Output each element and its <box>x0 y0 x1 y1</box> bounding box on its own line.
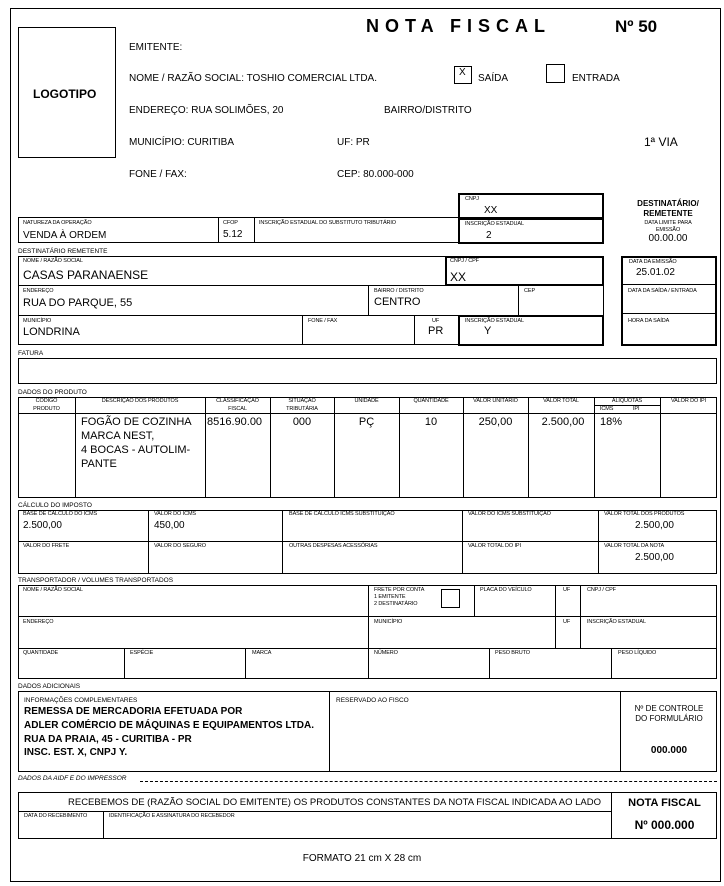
transp-cnpj-label: CNPJ / CPF <box>587 587 616 593</box>
emitente-cep: CEP: 80.000-000 <box>337 169 414 180</box>
h-valor-unitario: VALOR UNITÁRIO <box>473 398 518 404</box>
produto-class: 8516.90.00 <box>207 416 263 428</box>
marca-label: MARCA <box>252 650 272 656</box>
especie-label: ESPÉCIE <box>130 650 154 656</box>
placa-label: PLACA DO VEÍCULO <box>480 587 532 593</box>
data-limite-value: 00.00.00 <box>648 233 688 244</box>
transp-col-marca <box>245 648 246 679</box>
emitente-cnpj-box <box>458 193 604 219</box>
emitente-endereco: ENDEREÇO: RUA SOLIMÕES, 20 <box>129 105 284 116</box>
dest-fone-label: FONE / FAX <box>308 318 338 324</box>
produto-descricao-2: MARCA NEST, <box>81 430 155 442</box>
dest-bairro: CENTRO <box>374 296 421 308</box>
h-valor-ipi: VALOR DO IPI <box>670 398 707 404</box>
transp-end-label: ENDEREÇO <box>23 619 54 625</box>
produto-descricao-1: FOGÃO DE COZINHA <box>81 416 192 428</box>
destinatario-section: DESTINATÁRIO REMETENTE <box>18 248 108 255</box>
canhoto-text: RECEBEMOS DE (RAZÃO SOCIAL DO EMITENTE) OS PRODUTOS CONSTANTES DA NOTA FISCAL INDICADA AO LADO <box>68 797 601 808</box>
dest-ie-label: INSCRIÇÃO ESTADUAL <box>465 318 524 324</box>
dest-cep-label: CEP <box>524 288 536 294</box>
transp-col-placa <box>474 585 475 616</box>
via-label: 1ª VIA <box>644 135 678 149</box>
h-codigo2: PRODUTO <box>33 406 60 412</box>
cfop-label: CFOP <box>223 220 238 226</box>
emitente-ie: 2 <box>486 230 492 241</box>
valor-total-nota: 2.500,00 <box>635 552 674 563</box>
col-aliq <box>594 397 595 498</box>
emitente-municipio: MUNICÍPIO: CURITIBA <box>129 137 235 148</box>
col-vipi <box>660 397 661 498</box>
adicionais-section: DADOS ADICIONAIS <box>18 683 81 690</box>
transp-nome-label: NOME / RAZÃO SOCIAL <box>23 587 83 593</box>
dest-uf: PR <box>428 325 444 337</box>
cfop-divider <box>254 217 255 243</box>
dest-bairro-divider <box>368 285 369 315</box>
h-ipi: IPI <box>633 406 640 412</box>
produtos-section: DADOS DO PRODUTO <box>18 389 87 396</box>
transp-mun-label: MUNICÍPIO <box>374 619 403 625</box>
valor-icms-label: VALOR DO ICMS <box>154 511 196 517</box>
transp-col-cnpj <box>580 585 581 648</box>
natureza-divider <box>218 217 219 243</box>
h-icms: ICMS <box>600 406 614 412</box>
valor-total-ipi-label: VALOR TOTAL DO IPI <box>468 543 521 549</box>
dest-endereco-label: ENDEREÇO <box>23 288 54 294</box>
produto-valor-unitario: 250,00 <box>478 416 513 428</box>
h-aliquotas: ALÍQUOTAS <box>611 398 643 404</box>
col-qtd <box>399 397 400 498</box>
dest-side-row1 <box>622 284 716 285</box>
form-title: NOTA FISCAL <box>366 16 551 36</box>
h-sit: SITUAÇÃO <box>288 398 316 404</box>
valor-total-produtos-label: VALOR TOTAL DOS PRODUTOS <box>604 511 685 517</box>
frete-op2: 2 DESTINATÁRIO <box>374 601 418 607</box>
dest-uf-divider <box>414 315 415 345</box>
produto-descricao-4: PANTE <box>81 458 117 470</box>
dest-side-title2: REMETENTE <box>643 209 693 218</box>
emitente-bairro: BAIRRO/DISTRITO <box>384 105 472 116</box>
emitente-uf: UF: PR <box>337 137 370 148</box>
transp-uf-label: UF <box>563 587 571 593</box>
dest-side-row2 <box>622 313 716 314</box>
produto-descricao-3: 4 BOCAS - AUTOLIM- <box>81 444 191 456</box>
formato-label: FORMATO 21 cm X 28 cm <box>302 853 422 864</box>
col-sit <box>270 397 271 498</box>
bc-icms-label: BASE DE CÁLCULO DO ICMS <box>23 511 98 517</box>
dest-ie: Y <box>484 325 492 337</box>
saida-label: SAÍDA <box>478 73 509 84</box>
dest-cnpj: XX <box>450 270 467 284</box>
transp-col-pl <box>611 648 612 679</box>
frete-label: FRETE POR CONTA <box>374 587 425 593</box>
peso-bruto-label: PESO BRUTO <box>495 650 530 656</box>
h-valor-total: VALOR TOTAL <box>543 398 579 404</box>
dest-uf-label: UF <box>432 318 440 324</box>
imposto-row <box>18 541 717 542</box>
impressor-label: DADOS DA AIDF E DO IMPRESSOR <box>18 775 127 782</box>
dest-cnpj-label: CNPJ / CPF <box>450 258 479 264</box>
canhoto-col-ident <box>103 811 104 839</box>
qtd-vol-label: QUANTIDADE <box>23 650 59 656</box>
imposto-col4 <box>598 510 599 574</box>
valor-icms-subst-label: VALOR DO ICMS SUBSTITUIÇÃO <box>468 511 551 517</box>
transp-uf2-label: UF <box>563 619 571 625</box>
col-class <box>205 397 206 498</box>
imposto-col3 <box>462 510 463 574</box>
fatura-box <box>18 358 717 384</box>
frete-op1: 1 EMITENTE <box>374 594 406 600</box>
transporte-section: TRANSPORTADOR / VOLUMES TRANSPORTADOS <box>18 577 174 584</box>
canhoto-nf-number: Nº 000.000 <box>634 818 695 832</box>
data-recebimento-label: DATA DO RECEBIMENTO <box>24 813 88 819</box>
h-sit2: TRIBUTÁRIA <box>286 406 318 412</box>
imposto-section: CÁLCULO DO IMPOSTO <box>18 502 92 509</box>
peso-liquido-label: PESO LÍQUIDO <box>618 650 657 656</box>
h-class2: FISCAL <box>228 406 247 412</box>
entrada-label: ENTRADA <box>572 73 620 84</box>
dest-fone-divider <box>302 315 303 345</box>
transp-col-num <box>368 648 369 679</box>
cfop-value: 5.12 <box>223 229 243 240</box>
dest-endereco: RUA DO PARQUE, 55 <box>23 297 133 309</box>
dest-side-title: DESTINATÁRIO/ <box>637 199 699 208</box>
controle-label2: DO FORMULÁRIO <box>635 714 703 723</box>
imposto-col2 <box>282 510 283 574</box>
dest-nome-label: NOME / RAZÃO SOCIAL <box>23 258 83 264</box>
bc-icms: 2.500,00 <box>23 520 62 531</box>
transp-col-esp <box>124 648 125 679</box>
h-class: CLASSIFICAÇÃO <box>216 398 259 404</box>
bc-icms-subst-label: BASE DE CÁLCULO ICMS SUBSTITUIÇÃO <box>289 511 395 517</box>
produto-unidade: PÇ <box>358 416 375 428</box>
entrada-checkbox[interactable] <box>546 64 565 83</box>
ie-substituto-label: INSCRIÇÃO ESTADUAL DO SUBSTITUTO TRIBUTÁRIO <box>259 220 396 226</box>
h-descricao: DESCRIÇÃO DOS PRODUTOS <box>101 398 179 404</box>
info-complementares-label: INFORMAÇÕES COMPLEMENTARES <box>24 697 138 704</box>
produto-valor-total: 2.500,00 <box>541 416 585 428</box>
natureza-value: VENDA À ORDEM <box>23 230 107 241</box>
transp-col-frete <box>368 585 369 648</box>
transp-col-uf <box>555 585 556 648</box>
info-line-3: RUA DA PRAIA, 45 - CURITIBA - PR <box>24 734 192 745</box>
emitente-ie-label: INSCRIÇÃO ESTADUAL <box>465 221 524 227</box>
numero-label: NÚMERO <box>374 650 398 656</box>
h-codigo: CÓDIGO <box>35 398 58 404</box>
info-line-4: INSC. EST. X, CNPJ Y. <box>24 747 128 758</box>
col-vt <box>528 397 529 498</box>
produto-icms: 18% <box>600 416 623 428</box>
dest-bairro-label: BAIRRO / DISTRITO <box>374 288 424 294</box>
controle-value: 000.000 <box>650 745 688 756</box>
produto-quantidade: 10 <box>424 416 438 428</box>
hora-saida-label: HORA DA SAÍDA <box>628 318 670 324</box>
logo-placeholder: LOGOTIPO <box>33 87 97 101</box>
data-emissao-label: DATA DA EMISSÃO <box>629 259 677 265</box>
emitente-label: EMITENTE: <box>129 42 183 53</box>
col-desc <box>75 397 76 498</box>
data-emissao-value: 25.01.02 <box>636 267 675 278</box>
emitente-fone: FONE / FAX: <box>129 169 187 180</box>
h-quantidade: QUANTIDADE <box>413 398 449 404</box>
saida-mark: X <box>459 67 466 78</box>
emitente-cnpj: XX <box>484 205 498 216</box>
valor-icms: 450,00 <box>154 520 185 531</box>
valor-seguro-label: VALOR DO SEGURO <box>154 543 206 549</box>
fatura-section: FATURA <box>18 350 44 357</box>
produto-sit: 000 <box>292 416 312 428</box>
dest-cep-divider <box>518 285 519 315</box>
emitente-cnpj-label: CNPJ <box>465 196 479 202</box>
canhoto-nf-title: NOTA FISCAL <box>628 797 701 809</box>
controle-label: Nº DE CONTROLE <box>634 704 704 713</box>
info-line-2: ADLER COMÉRCIO DE MÁQUINAS E EQUIPAMENTOS LTDA. <box>24 720 315 731</box>
col-vu <box>463 397 464 498</box>
natureza-label: NATUREZA DA OPERAÇÃO <box>23 220 92 226</box>
cut-line <box>140 781 717 782</box>
valor-total-nota-label: VALOR TOTAL DA NOTA <box>604 543 665 549</box>
dest-nome: CASAS PARANAENSE <box>23 268 149 282</box>
h-unidade: UNIDADE <box>354 398 379 404</box>
transp-ie-label: INSCRIÇÃO ESTADUAL <box>587 619 646 625</box>
data-limite-label: DATA LIMITE PARA <box>644 220 692 226</box>
produtos-header-line <box>18 413 717 414</box>
imposto-col1 <box>148 510 149 574</box>
form-number: Nº 50 <box>615 17 658 36</box>
valor-frete-label: VALOR DO FRETE <box>23 543 70 549</box>
frete-checkbox[interactable] <box>441 589 460 608</box>
outras-despesas-label: OUTRAS DESPESAS ACESSÓRIAS <box>289 543 378 549</box>
col-un <box>334 397 335 498</box>
data-saida-label: DATA DA SAÍDA / ENTRADA <box>628 288 697 294</box>
transp-col-pb <box>489 648 490 679</box>
emitente-nome: NOME / RAZÃO SOCIAL: TOSHIO COMERCIAL LTDA. <box>129 73 378 84</box>
info-line-1: REMESSA DE MERCADORIA EFETUADA POR <box>24 706 243 717</box>
adicionais-col1 <box>329 691 330 772</box>
valor-total-produtos: 2.500,00 <box>635 520 674 531</box>
identificacao-label: IDENTIFICAÇÃO E ASSINATURA DO RECEBEDOR <box>109 813 235 819</box>
data-limite-label2: EMISSÃO <box>655 227 681 233</box>
imposto-box <box>18 510 717 574</box>
dest-municipio-label: MUNICÍPIO <box>23 318 52 324</box>
dest-municipio: LONDRINA <box>23 326 80 338</box>
reservado-fisco-label: RESERVADO AO FISCO <box>336 697 409 704</box>
canhoto-row <box>18 811 611 812</box>
